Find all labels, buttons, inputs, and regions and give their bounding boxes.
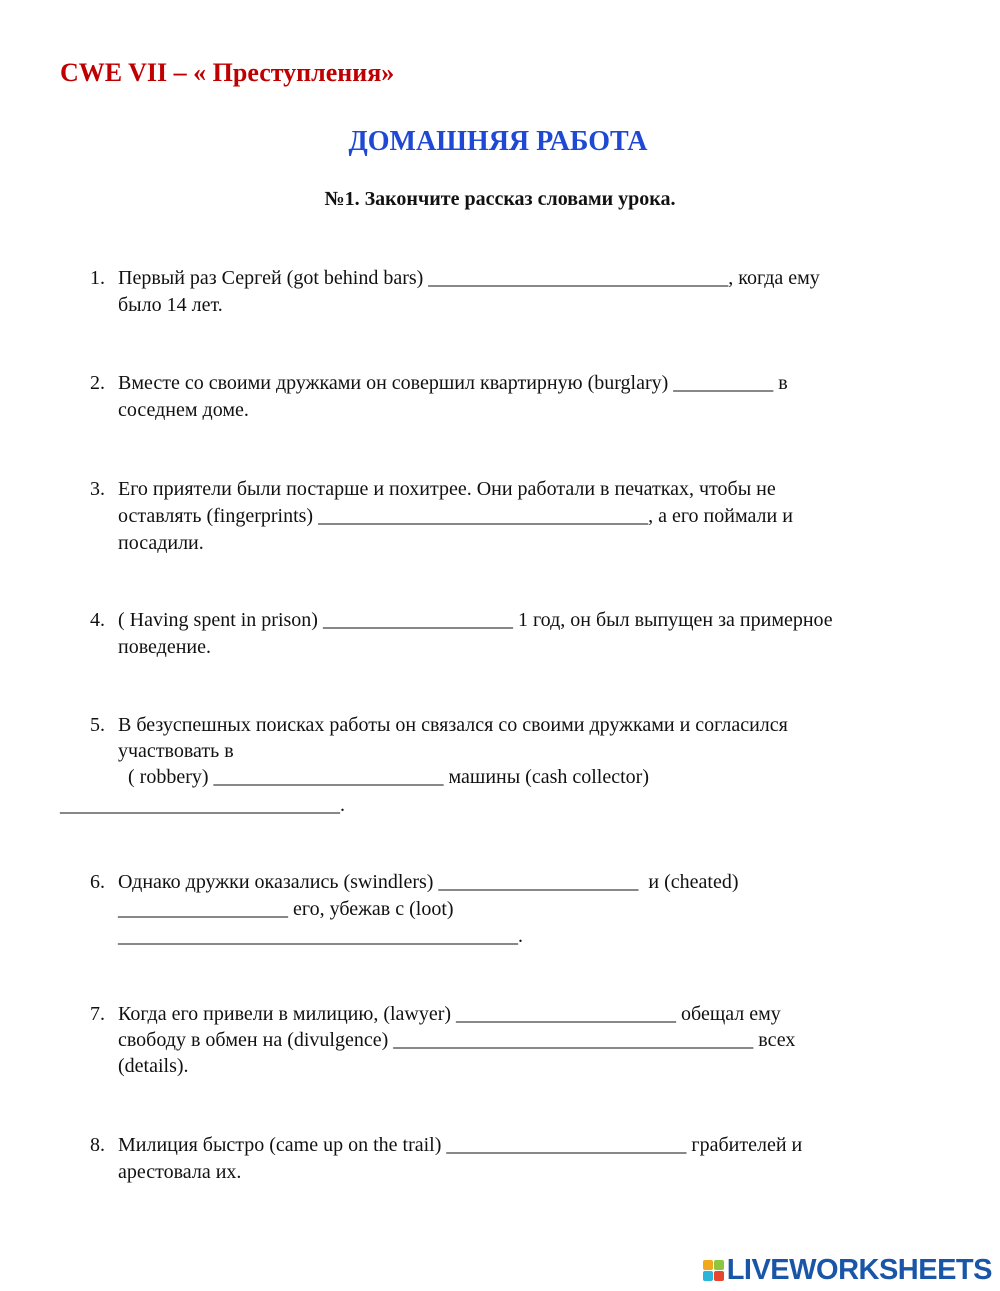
item-text-line: поведение.	[118, 636, 211, 658]
item-text-line: соседнем доме.	[118, 399, 249, 421]
item-number: 4.	[90, 609, 105, 631]
item-text-line: Когда его привели в милицию, (lawyer) ______________________ обещал ему	[118, 1003, 781, 1025]
logo-block	[703, 1271, 713, 1281]
item-text-line: ( robbery) _______________________ машины (cash collector)	[118, 766, 649, 788]
section-title: CWE VII – « Преступления»	[60, 58, 395, 87]
task-instruction: №1. Закончите рассказ словами урока.	[324, 188, 676, 210]
item-text-line: было 14 лет.	[118, 294, 223, 316]
item-text-line: Первый раз Сергей (got behind bars) ______________________________, когда ему	[118, 267, 820, 289]
logo-text: LIVEWORKSHEETS	[726, 1253, 992, 1286]
logo-blocks-icon	[703, 1260, 724, 1281]
item-text-line: Его приятели были постарше и похитрее. Они работали в печатках, чтобы не	[118, 478, 776, 500]
logo-block	[714, 1271, 724, 1281]
item-number: 7.	[90, 1003, 105, 1025]
item-text-line: ____________________________.	[60, 794, 345, 816]
logo-block	[714, 1260, 724, 1270]
item-text-line: свободу в обмен на (divulgence) ____________________________________ всех	[118, 1029, 796, 1051]
homework-title: ДОМАШНЯЯ РАБОТА	[348, 126, 648, 157]
item-text-line: Однако дружки оказались (swindlers) ____________________ и (cheated)	[118, 871, 739, 893]
item-text-line: Вместе со своими дружками он совершил квартирную (burglary) __________ в	[118, 372, 788, 394]
item-text-line: арестовала их.	[118, 1161, 242, 1183]
item-text-line: ________________________________________.	[118, 925, 523, 947]
liveworksheets-logo	[703, 1252, 992, 1288]
item-text-line: оставлять (fingerprints) _________________________________, а его поймали и	[118, 505, 793, 527]
logo-block	[703, 1260, 713, 1270]
item-number: 5.	[90, 714, 105, 736]
item-text-line: _________________ его, убежав с (loot)	[118, 898, 454, 920]
item-text-line: участвовать в	[118, 740, 234, 762]
item-text-line: (details).	[118, 1055, 189, 1077]
item-number: 6.	[90, 871, 105, 893]
item-number: 8.	[90, 1134, 105, 1156]
item-number: 2.	[90, 372, 105, 394]
item-text-line: В безуспешных поисках работы он связался со своими дружками и согласился	[118, 714, 788, 736]
item-text-line: Милиция быстро (came up on the trail) ________________________ грабителей и	[118, 1134, 803, 1156]
item-number: 1.	[90, 267, 105, 289]
item-text-line: посадили.	[118, 532, 204, 554]
item-number: 3.	[90, 478, 105, 500]
item-text-line: ( Having spent in prison) ___________________ 1 год, он был выпущен за примерное	[118, 609, 833, 631]
